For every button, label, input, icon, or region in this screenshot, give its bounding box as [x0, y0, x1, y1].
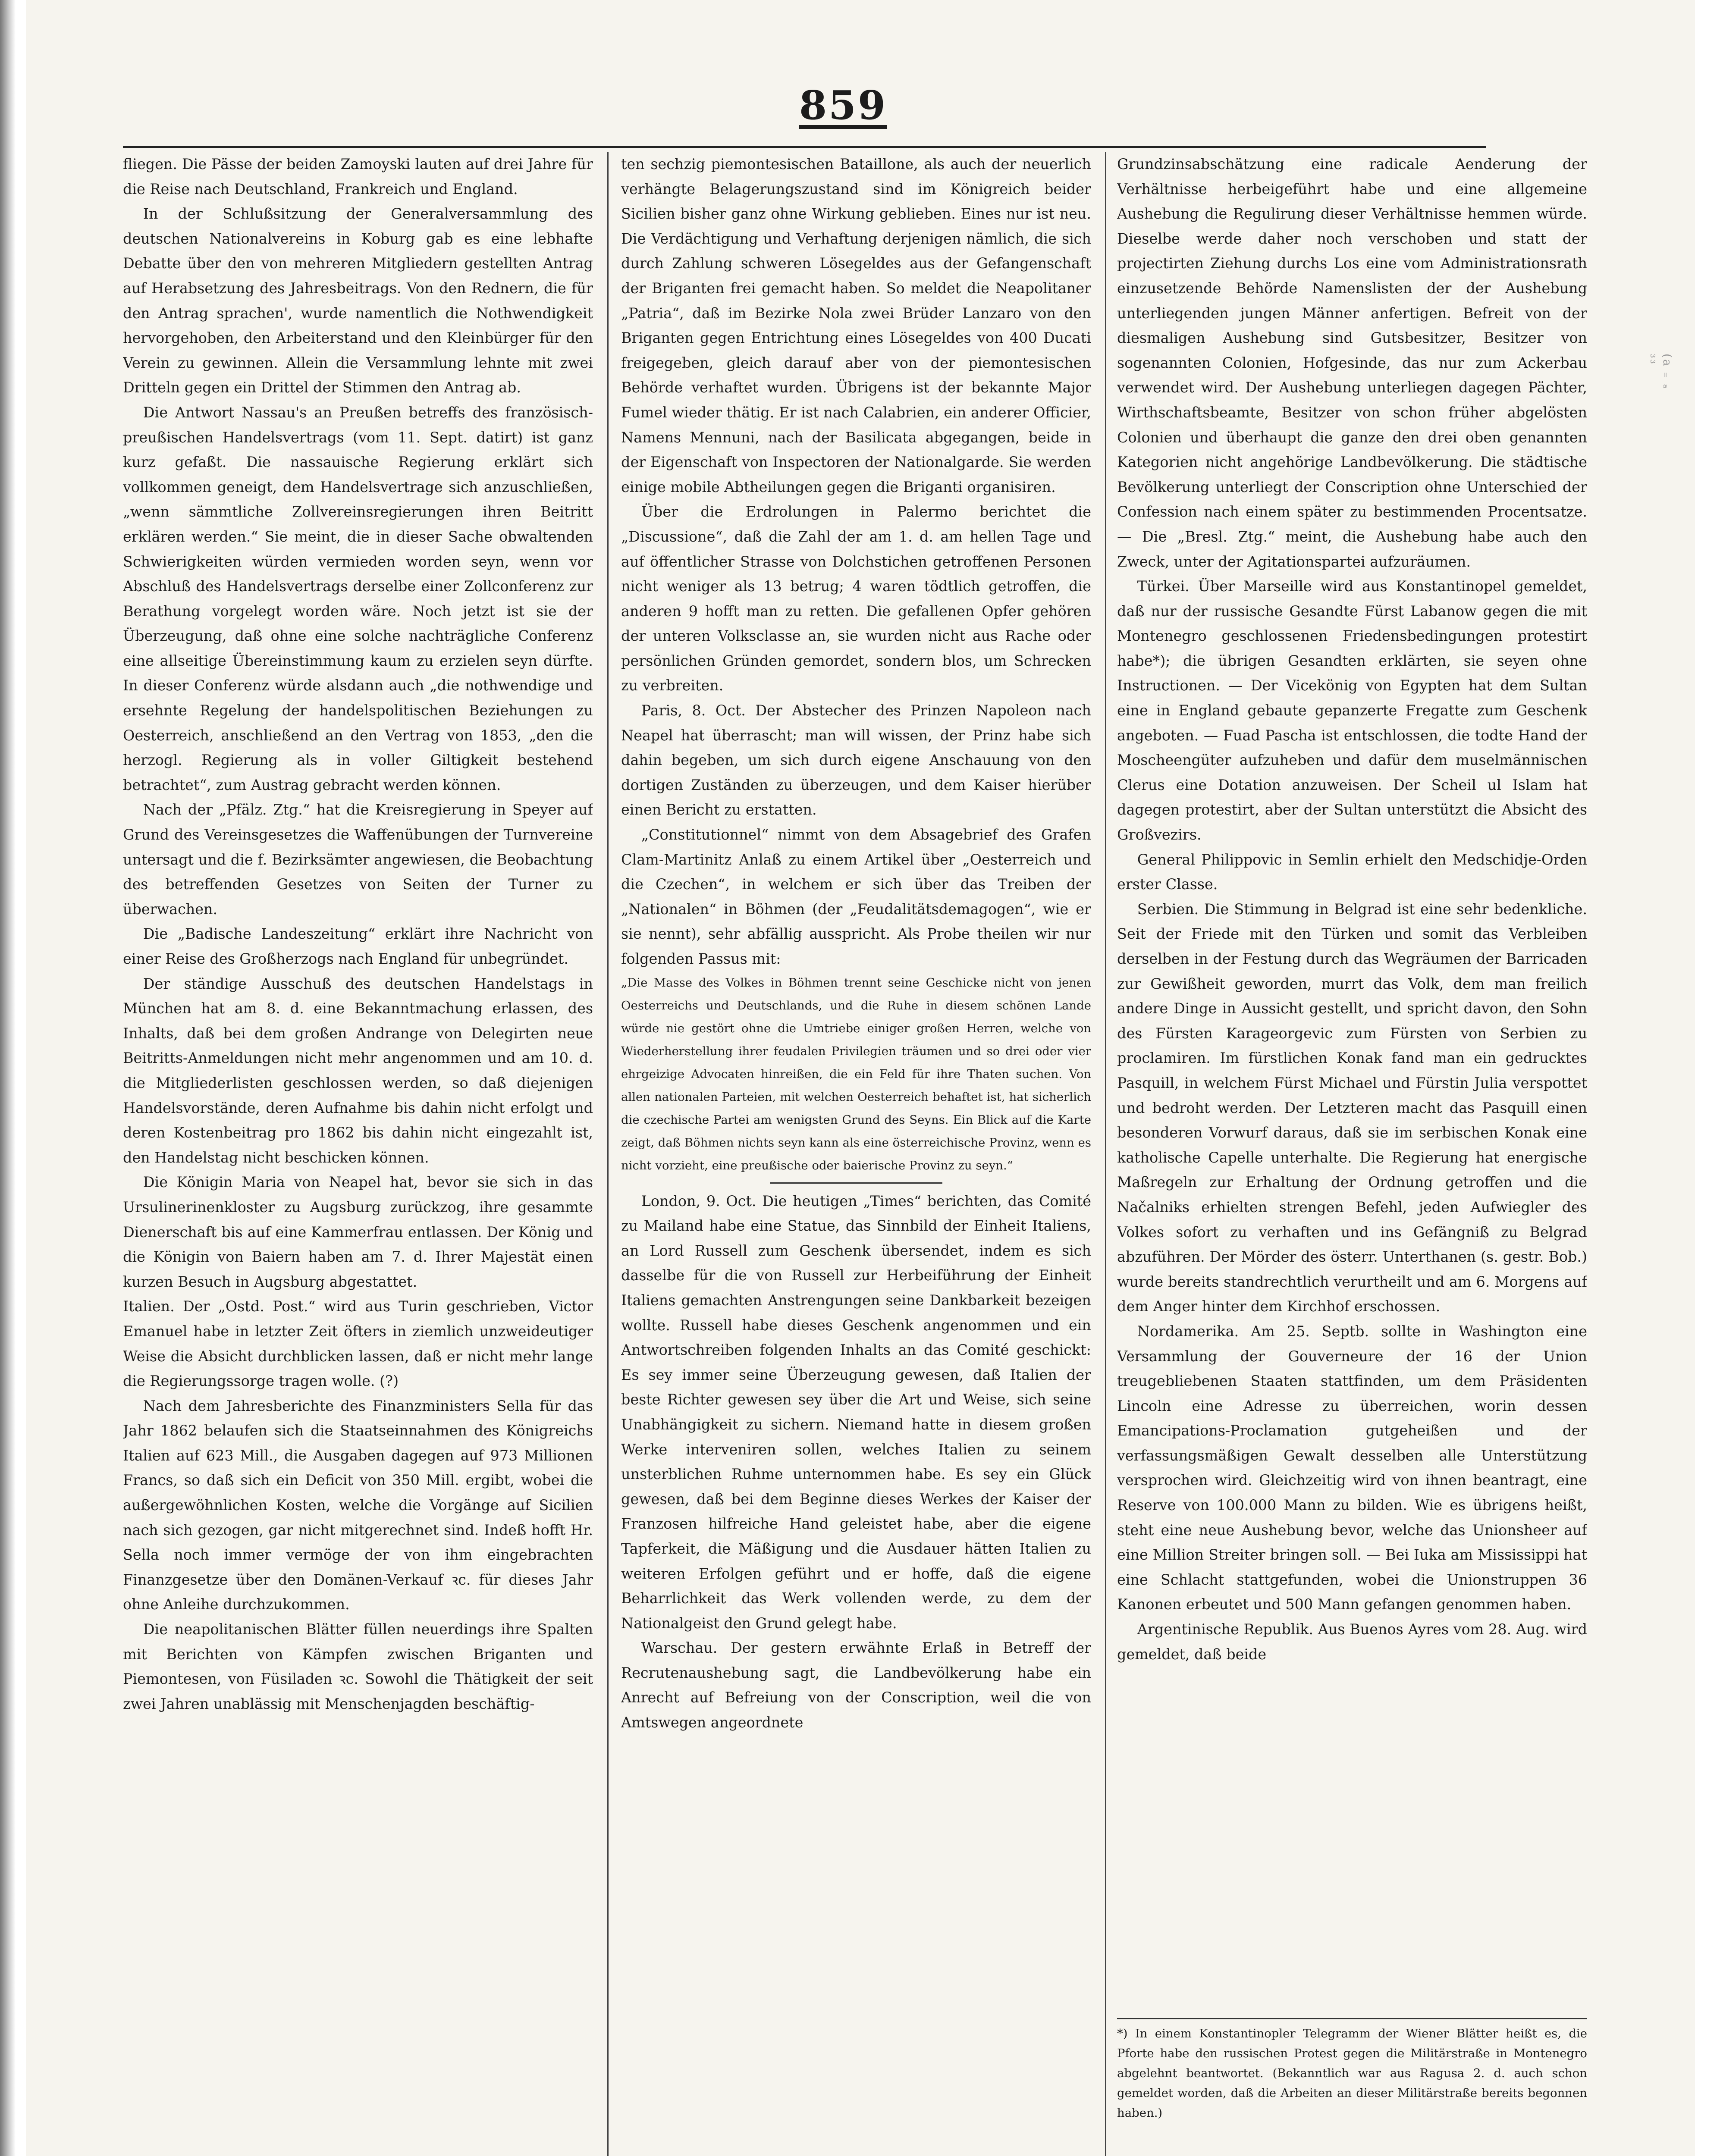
paragraph: Serbien. Die Stimmung in Belgrad ist eine sehr bedenkliche. Seit der Friede mit den Türken und somit das Verbleiben derselben in der Festung durch das Wegräumen der Barricaden zur Gewißheit geworden, murrt das Volk, dem man freilich andere Dinge in Aussicht gestellt, und spricht davon, den Sohn des Fürsten Karageorgevic zum Fürsten von Serbien zu proclamiren. Im fürstlichen Konak fand man ein gedrucktes Pasquill, in welchem Fürst Michael und Fürstin Julia verspottet und bedroht werden. Der Letzteren macht das Pasquill einen besonderen Vorwurf daraus, daß sie im serbischen Konak eine katholische Capelle unterhalte. Die Regierung hat energische Maßregeln zur Erhaltung der Ordnung getroffen und die Načalniks erhielten strengen Befehl, jeden Aufwiegler des Volkes sofort zu verhaften und ins Gefängniß zu Belgrad abzuführen. Der Mörder des österr. Unterthanen (s. gestr. Bob.) wurde bereits standrechtlich verurtheilt und am 6. Morgens auf dem Anger hinter dem Kirchhof erschossen.: [1117, 900, 1587, 1315]
paragraph: Die Königin Maria von Neapel hat, bevor sie sich in das Ursulinerinenkloster zu Augsburg zurückzog, ihre gesammte Dienerschaft bis auf eine Kammerfrau entlassen. Der König und die Königin von Baiern haben am 7. d. Ihrer Majestät einen kurzen Besuch in Augsburg abgestattet.: [123, 1174, 593, 1290]
page-binding-edge: [0, 0, 16, 2156]
paragraph: Nach dem Jahresberichte des Finanzministers Sella für das Jahr 1862 belaufen sich die Staatseinnahmen des Königreichs Italien auf 623 Mill., die Ausgaben dagegen auf 973 Millionen Francs, so daß sich ein Deficit von 350 Mill. ergibt, wobei die außergewöhnlichen Kosten, welche die Vorgänge auf Sicilien nach sich gezogen, gar nicht mitgerechnet sind. Indeß hofft Hr. Sella noch immer vermöge der von ihm eingebrachten Finanzgesetze über den Domänen-Verkauf ꝛc. für dieses Jahr ohne Anleihe durchzukommen.: [123, 1397, 593, 1613]
paragraph: Die Antwort Nassau's an Preußen betreffs des französisch-preußischen Handelsvertrags (vom 11. Sept. datirt) ist ganz kurz gefaßt. Die nassauische Regierung erklärt sich vollkommen geneigt, dem Handelsvertrage sich anzuschließen, „wenn sämmtliche Zollvereinsregierungen ihren Beitritt erklären werden.“ Sie meint, die in dieser Sache obwaltenden Schwierigkeiten würden vermieden worden seyn, wenn vor Abschluß des Handelsvertrags derselbe einer Zollconferenz zur Berathung vorgelegt worden wäre. Noch jetzt ist sie der Überzeugung, daß ohne eine solche nachträgliche Conferenz eine allseitige Übereinstimmung kaum zu erzielen seyn dürfte. In dieser Conferenz würde alsdann auch „die nothwendige und ersehnte Regelung der handelspolitischen Beziehungen zu Oesterreich, anschließend an den Vertrag von 1853, „den die herzogl. Regierung als in voller Giltigkeit bestehend betrachtet“, zum Austrag gebracht werden können.: [123, 404, 593, 793]
paragraph: London, 9. Oct. Die heutigen „Times“ berichten, das Comité zu Mailand habe eine Statue, das Sinnbild der Einheit Italiens, an Lord Russell zum Geschenk übersendet, indem es sich dasselbe für die von Russell zur Herbeiführung der Einheit Italiens gemachten Anstrengungen seine Dankbarkeit bezeigen wollte. Russell habe dieses Geschenk angenommen und ein Antwortschreiben folgenden Inhalts an das Comité geschickt: Es sey immer seine Überzeugung gewesen, daß Italien der beste Richter gewesen sey über die Art und Weise, sich seine Unabhängigkeit zu sichern. Niemand hatte in diesem großen Werke interveniren sollen, welches Italien zu seinem unsterblichen Ruhme unternommen habe. Es sey ein Glück gewesen, daß bei dem Beginne dieses Werkes der Kaiser der Franzosen hilfreiche Hand geleistet habe, aber die eigene Tapferkeit, die Mäßigung und die Ausdauer hätten Italien zu weiteren Erfolgen geführt und er hoffe, daß die eigene Beharrlichkeit das Werk vollenden werde, zu dem der Nationalgeist den Grund gelegt habe.: [621, 1192, 1091, 1632]
paragraph: Warschau. Der gestern erwähnte Erlaß in Betreff der Recrutenaushebung sagt, die Landbevölkerung habe ein Anrecht auf Befreiung von der Conscription, weil die von Amtswegen angeordnete: [621, 1639, 1091, 1731]
column-3: [1117, 152, 1587, 2156]
paragraph: General Philippovic in Semlin erhielt den Medschidje-Orden erster Classe.: [1117, 851, 1587, 893]
paragraph: Über die Erdrolungen in Palermo berichtet die „Discussione“, daß die Zahl der am 1. d. am hellen Tage und auf öffentlicher Strasse von Dolchstichen getroffenen Personen nicht weniger als 13 betrug; 4 waren tödtlich getroffen, die anderen 9 hofft man zu retten. Die gefallenen Opfer gehören der unteren Volksclasse an, sie wurden nicht aus Rache oder persönlichen Gründen gemordet, sondern blos, um Schrecken zu verbreiten.: [621, 503, 1091, 694]
page-number: 859: [799, 82, 888, 128]
margin-note: (a ₌ ₐ ₃₃: [1648, 354, 1673, 390]
paragraph: Die „Badische Landeszeitung“ erklärt ihre Nachricht von einer Reise des Großherzogs nach England für unbegründet.: [123, 925, 593, 967]
paragraph: In der Schlußsitzung der Generalversammlung des deutschen Nationalvereins in Koburg gab es eine lebhafte Debatte über den von mehreren Mitgliedern gestellten Antrag auf Herabsetzung des Jahresbeitrags. Von den Rednern, die für den Antrag sprachen', wurde namentlich die Nothwendigkeit hervorgehoben, den Arbeiterstand und den Kleinbürger für den Verein zu gewinnen. Allein die Versammlung lehnte mit zwei Dritteln gegen ein Drittel der Stimmen den Antrag ab.: [123, 205, 593, 396]
column-divider: [607, 152, 609, 2156]
paragraph: „Constitutionnel“ nimmt von dem Absagebrief des Grafen Clam-Martinitz Anlaß zu einem Artikel über „Oesterreich und die Czechen“, in welchem er sich über das Treiben der „Nationalen“ in Böhmen (der „Feudalitätsdemagogen“, wie er sie nennt), sehr abfällig ausspricht. Als Probe theilen wir nur folgenden Passus mit:: [621, 826, 1091, 967]
column-divider: [1105, 152, 1106, 2156]
paragraph: Grundzinsabschätzung eine radicale Aenderung der Verhältnisse herbeigeführt habe und eine allgemeine Aushebung die Regulirung dieser Verhältnisse hemmen würde. Dieselbe werde daher noch verschoben und statt der projectirten Ziehung durchs Los eine vom Administrationsrath einzusetzende Behörde Namenslisten der der Aushebung unterliegenden jungen Männer anfertigen. Befreit von der diesmaligen Aushebung sind Gutsbesitzer, Besitzer von sogenannten Colonien, Hofgesinde, das nur zum Ackerbau verwendet wird. Der Aushebung unterliegen dagegen Pächter, Wirthschaftsbeamte, Besitzer von schon früher abgelösten Colonien und überhaupt die ganze den drei oben genannten Kategorien nicht angehörige Landbevölkerung. Die städtische Bevölkerung unterliegt der Conscription ohne Unterschied der Confession nach einem später zu bestimmenden Procentsatze. — Die „Bresl. Ztg.“ meint, die Aushebung habe auch den Zweck, unter der Agitationspartei aufzuräumen.: [1117, 156, 1587, 570]
paragraph: Argentinische Republik. Aus Buenos Ayres vom 28. Aug. wird gemeldet, daß beide: [1117, 1621, 1587, 1663]
paragraph: Türkei. Über Marseille wird aus Konstantinopel gemeldet, daß nur der russische Gesandte Fürst Labanow gegen die mit Montenegro geschlossenen Friedensbedingungen protestirt habe*); die übrigen Gesandten erklärten, sie seyen ohne Instructionen. — Der Vicekönig von Egypten hat dem Sultan eine in England gebaute gepanzerte Fregatte zum Geschenk angeboten. — Fuad Pascha ist entschlossen, die todte Hand der Moscheengüter aufzuheben und dafür dem muselmännischen Clerus eine Dotation anzuweisen. Der Scheil ul Islam hat dagegen protestirt, aber der Sultan unterstützt die Absicht des Großvezirs.: [1117, 578, 1587, 843]
section-separator: [770, 1182, 942, 1184]
footnote: *) In einem Konstantinopler Telegramm der Wiener Blätter heißt es, die Pforte habe den russischen Protest gegen die Militärstraße in Montenegro abgelehnt beantwortet. (Bekanntlich war aus Ragusa 2. d. auch schon gemeldet worden, daß die Arbeiten an dieser Militärstraße bereits begonnen haben.): [1117, 2018, 1587, 2123]
paragraph: Nordamerika. Am 25. Septb. sollte in Washington eine Versammlung der Gouverneure der 16 der Union treugebliebenen Staaten stattfinden, um dem Präsidenten Lincoln eine Adresse zu überreichen, worin dessen Emancipations-Proclamation gutgeheißen und der verfassungsmäßigen Gewalt desselben alle Unterstützung versprochen wird. Gleichzeitig wird von ihnen beantragt, eine Reserve von 100.000 Mann zu bilden. Wie es übrigens heißt, steht eine neue Aushebung bevor, welche das Unionsheer auf eine Million Streiter bringen soll. — Bei Iuka am Mississippi hat eine Schlacht stattgefunden, wobei die Unionstruppen 36 Kanonen erbeutet und 500 Mann gefangen genommen haben.: [1117, 1322, 1587, 1613]
paragraph: ten sechzig piemontesischen Bataillone, als auch der neuerlich verhängte Belagerungszustand sind im Königreich beider Sicilien bisher ganz ohne Wirkung geblieben. Eines nur ist neu. Die Verdächtigung und Verhaftung derjenigen nämlich, die sich durch Zahlung schweren Lösegeldes aus der Gefangenschaft der Briganten frei gemacht haben. So meldet die Neapolitaner „Patria“, daß im Bezirke Nola zwei Brüder Lanzaro von den Briganten gegen Entrichtung eines Lösegeldes von 400 Ducati freigegeben, gleich darauf aber von der piemontesischen Behörde verhaftet wurden. Übrigens ist der bekannte Major Fumel wieder thätig. Er ist nach Calabrien, ein anderer Officier, Namens Mennuni, nach der Basilicata abgegangen, beide in der Eigenschaft von Inspectoren der Nationalgarde. Sie werden einige mobile Abtheilungen gegen die Briganti organisiren.: [621, 156, 1091, 495]
paragraph: Die neapolitanischen Blätter füllen neuerdings ihre Spalten mit Berichten von Kämpfen zwischen Briganten und Piemontesen, von Füsiladen ꝛc. Sowohl die Thätigkeit der seit zwei Jahren unablässig mit Menschenjagden beschäftig-: [123, 1621, 593, 1712]
header-rule: [123, 146, 1486, 148]
column-1: [123, 152, 593, 2156]
quoted-passage: „Die Masse des Volkes in Böhmen trennt seine Geschicke nicht von jenen Oesterreichs und Deutschlands, und die Ruhe in diesem schönen Lande würde nie gestört ohne die Umtriebe einiger großen Herren, welche von Wiederherstellung ihrer feudalen Privilegien träumen und so drei oder vier ehrgeizige Advocaten hinreißen, die ein Feld für ihre Thaten suchen. Von allen nationalen Parteien, mit welchen Oesterreich behaftet ist, hat sicherlich die czechische Partei am wenigsten Grund des Seyns. Ein Blick auf die Karte zeigt, daß Böhmen nichts seyn kann als eine österreichische Provinz, wenn es nicht vorzieht, eine preußische oder baierische Provinz zu seyn.“: [621, 975, 1091, 1172]
column-2: [621, 152, 1091, 2156]
paragraph: Der ständige Ausschuß des deutschen Handelstags in München hat am 8. d. eine Bekanntmachung erlassen, des Inhalts, daß bei dem großen Andrange von Delegirten neue Beitritts-Anmeldungen nicht mehr angenommen und am 10. d. die Mitgliederlisten geschlossen werden, so daß diejenigen Handelsvorstände, deren Aufnahme bis dahin nicht erfolgt und deren Kostenbeitrag pro 1862 bis dahin nicht eingezahlt ist, den Handelstag nicht beschicken können.: [123, 975, 593, 1166]
paragraph: Paris, 8. Oct. Der Abstecher des Prinzen Napoleon nach Neapel hat überrascht; man will wissen, der Prinz habe sich dahin begeben, um sich durch eigene Anschauung von den dortigen Zuständen zu überzeugen, und dem Kaiser hierüber einen Bericht zu erstatten.: [621, 702, 1091, 818]
paragraph: fliegen. Die Pässe der beiden Zamoyski lauten auf drei Jahre für die Reise nach Deutschland, Frankreich und England.: [123, 156, 593, 197]
paragraph: Nach der „Pfälz. Ztg.“ hat die Kreisregierung in Speyer auf Grund des Vereinsgesetzes die Waffenübungen der Turnvereine untersagt und die f. Bezirksämter angewiesen, die Beobachtung des betreffenden Gesetzes von Seiten der Turner zu überwachen.: [123, 801, 593, 918]
paragraph: Italien. Der „Ostd. Post.“ wird aus Turin geschrieben, Victor Emanuel habe in letzter Zeit öfters in ziemlich unzweideutiger Weise die Absicht durchblicken lassen, daß er nicht mehr lange die Regierungssorge tragen wolle. (?): [123, 1298, 593, 1390]
